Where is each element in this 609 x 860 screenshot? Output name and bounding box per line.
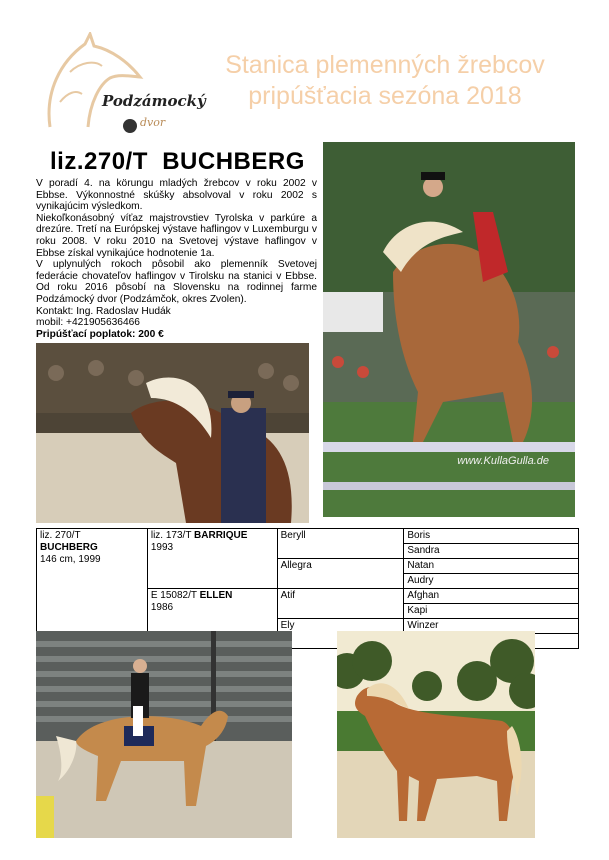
subject-name: BUCHBERG bbox=[40, 542, 98, 553]
farm-logo bbox=[40, 32, 206, 142]
pedigree-great-grandparent: Kapi bbox=[404, 604, 579, 619]
subject-id: liz. 270/T bbox=[40, 530, 81, 541]
photo-dressage bbox=[36, 631, 292, 838]
sun-emblem-icon bbox=[123, 119, 137, 133]
dam-id: E 15082/T bbox=[150, 590, 197, 601]
description-paragraph: V poradí 4. na körungu mladých žrebcov v roku 2002 v Ebbse. Výkonnostné skúšky absolvoval v roku 2002 s vynikajúcim výsledkom. bbox=[36, 178, 317, 213]
pedigree-great-grandparent: Afghan bbox=[404, 589, 579, 604]
pedigree-grandparent: Beryll bbox=[277, 529, 404, 559]
page-header bbox=[180, 50, 590, 112]
pedigree-great-grandparent: Boris bbox=[404, 529, 579, 544]
photo-stallion-with-handler bbox=[36, 343, 309, 523]
header-title-line1: Stanica plemenných žrebcov bbox=[225, 51, 545, 79]
description-paragraph: Niekoľkonásobný víťaz majstrovstiev Tyrolska v parkúre a drezúre. Tretí na Európskej výstave haflingov v Luxemburgu v roku 2008. V roku 2010 na Svetovej výstave haflingov v Ebbse získal vynikajúce hodnotenie 1a. bbox=[36, 212, 317, 259]
dam-name: ELLEN bbox=[199, 590, 233, 601]
pedigree-great-grandparent: Sandra bbox=[404, 544, 579, 559]
stallion-title: liz.270/T BUCHBERG bbox=[50, 148, 305, 175]
pedigree-sire bbox=[147, 529, 277, 589]
sire-name: BARRIQUE bbox=[194, 530, 248, 541]
logo-subtitle: dvor bbox=[140, 116, 166, 129]
sire-year: 1993 bbox=[150, 542, 174, 553]
dam-year: 1986 bbox=[150, 602, 174, 613]
sire-id: liz. 173/T bbox=[150, 530, 192, 541]
pedigree-grandparent: Ely bbox=[277, 619, 404, 649]
photo-show-jumping bbox=[323, 142, 575, 517]
description-paragraph: V uplynulých rokoch pôsobil ako plemenník Svetovej federácie chovateľov haflingov v Tirolsku na stanici v Ebbse. Od roku 2016 pôsobí na Slovensku na rodinnej farme Podzámocký dvor (Podzámčok, okres Zvolen). bbox=[36, 259, 317, 305]
contact-mobile: mobil: +421905636466 bbox=[36, 317, 140, 329]
breeding-fee: Pripúšťací poplatok: 200 € bbox=[36, 328, 164, 340]
pedigree-grandparent: Allegra bbox=[277, 559, 404, 589]
logo-name: Podzámocký bbox=[102, 92, 206, 110]
photo-standing-profile bbox=[337, 631, 535, 838]
pedigree-great-grandparent: Audry bbox=[404, 574, 579, 589]
stallion-description bbox=[36, 178, 317, 340]
header-title-line2: pripúšťacia sezóna 2018 bbox=[248, 82, 522, 110]
contact-person: Kontakt: Ing. Radoslav Hudák bbox=[36, 305, 171, 317]
pedigree-grandparent: Atif bbox=[277, 589, 404, 619]
pedigree-great-grandparent: Winzer bbox=[404, 619, 579, 634]
horse-head-logo-icon bbox=[40, 32, 200, 142]
pedigree-great-grandparent: Natan bbox=[404, 559, 579, 574]
subject-info: 146 cm, 1999 bbox=[40, 554, 101, 565]
photo-watermark: www.KullaGulla.de bbox=[457, 455, 549, 467]
